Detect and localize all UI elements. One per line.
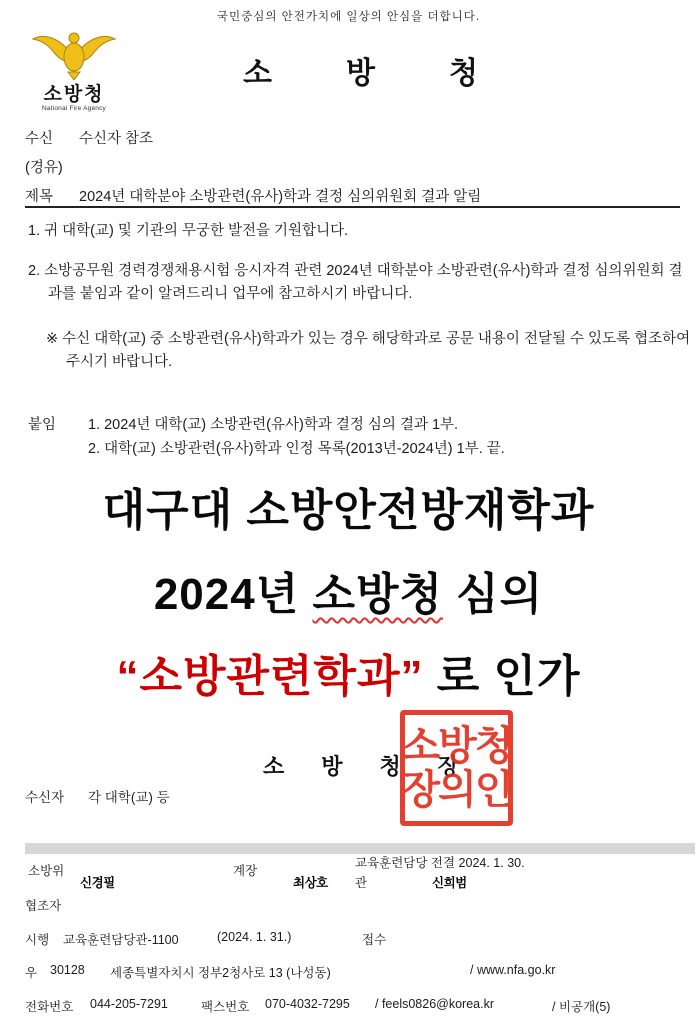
announcement-line-1: 대구대 소방안전방재학과 (102, 486, 595, 535)
exec-label: 시행 (25, 933, 50, 947)
subject-label: 제목 (25, 189, 54, 205)
disclosure-value: / 비공개(5) (552, 1000, 611, 1014)
stamp-row-2: 장의인 (401, 768, 512, 812)
announcement-line-2-prefix: 2024년 (153, 570, 313, 619)
announcement-line-3 (0, 640, 697, 704)
stamp-row-1: 소방청 (401, 724, 512, 768)
recipients-label: 수신자 (25, 790, 65, 805)
announcement-line-2-underlined: 소방청 (312, 570, 443, 619)
announcement-line-2 (0, 558, 697, 622)
attachment-item-1: 1. 2024년 대학(교) 소방관련(유사)학과 결정 심의 결과 1부. (88, 417, 459, 433)
official-seal-stamp (400, 710, 513, 826)
top-slogan: 국민중심의 안전가치에 일상의 안심을 더합니다. (216, 11, 481, 23)
postal-code: 30128 (50, 963, 85, 977)
announcement-line-3-red: “소방관련학과” (116, 652, 424, 701)
approver-name-3: 신희범 (432, 876, 467, 890)
agency-title: 소방청 (243, 57, 552, 90)
recipient-value: 수신자 참조 (79, 131, 154, 147)
delegate-approval-line: 교육훈련담당 전결 2024. 1. 30. (355, 856, 525, 870)
exec-date: (2024. 1. 31.) (217, 930, 292, 944)
logo-korean-name: 소방청 (43, 84, 105, 105)
approver-rank-1: 소방위 (28, 864, 65, 878)
subject-value: 2024년 대학분야 소방관련(유사)학과 결정 심의위원회 결과 알림 (79, 189, 482, 205)
tel-value: 044-205-7291 (90, 997, 168, 1011)
approver-name-1: 신경필 (80, 876, 115, 890)
via-line: (경유) (25, 160, 63, 176)
header-divider (25, 206, 680, 208)
paragraph-2: 2. 소방공무원 경력경쟁채용시험 응시자격 관련 2024년 대학분야 소방관련(유사)학과 결정 심의위원회 결과를 붙임과 같이 알려드리니 업무에 참고하시기 바랍니다. (28, 263, 683, 302)
logo-english-name: National Fire Agency (42, 104, 106, 112)
website-value: / www.nfa.go.kr (470, 963, 556, 977)
receipt-label: 접수 (362, 933, 387, 947)
announcement-line-2-suffix: 심의 (442, 570, 544, 619)
tel-label: 전화번호 (25, 1000, 74, 1014)
recipients-value: 각 대학(교) 등 (88, 790, 170, 805)
attachment-label: 붙임 (28, 417, 57, 433)
postal-label: 우 (25, 966, 38, 980)
agency-logo (26, 28, 122, 112)
recipient-label: 수신 (25, 131, 54, 147)
announcement-line-3-black: 로 인가 (423, 652, 581, 701)
approver-rank-3: 관 (355, 876, 368, 890)
attachment-item-2: 2. 대학(교) 소방관련(유사)학과 인정 목록(2013년-2024년) 1부. 끝. (88, 441, 505, 457)
note-paragraph: ※ 수신 대학(교) 중 소방관련(유사)학과가 있는 경우 해당학과로 공문 내용이 전달될 수 있도록 협조하여 주시기 바랍니다. (46, 331, 691, 370)
chief-title: 소방청장 (263, 754, 497, 779)
cooperator-label: 협조자 (25, 899, 62, 913)
approver-name-2: 최상호 (293, 876, 328, 890)
fax-label: 팩스번호 (201, 1000, 250, 1014)
exec-doc-number: 교육훈련담당관-1100 (63, 933, 179, 947)
paragraph-1: 1. 귀 대학(교) 및 기관의 무궁한 발전을 기원합니다. (28, 223, 349, 239)
approver-rank-2: 계장 (233, 864, 258, 878)
address-value: 세종특별자치시 정부2청사로 13 (나성동) (110, 966, 331, 980)
fax-value: 070-4032-7295 (265, 997, 350, 1011)
fire-agency-emblem-icon (30, 28, 118, 80)
email-value: / feels0826@korea.kr (375, 997, 495, 1011)
